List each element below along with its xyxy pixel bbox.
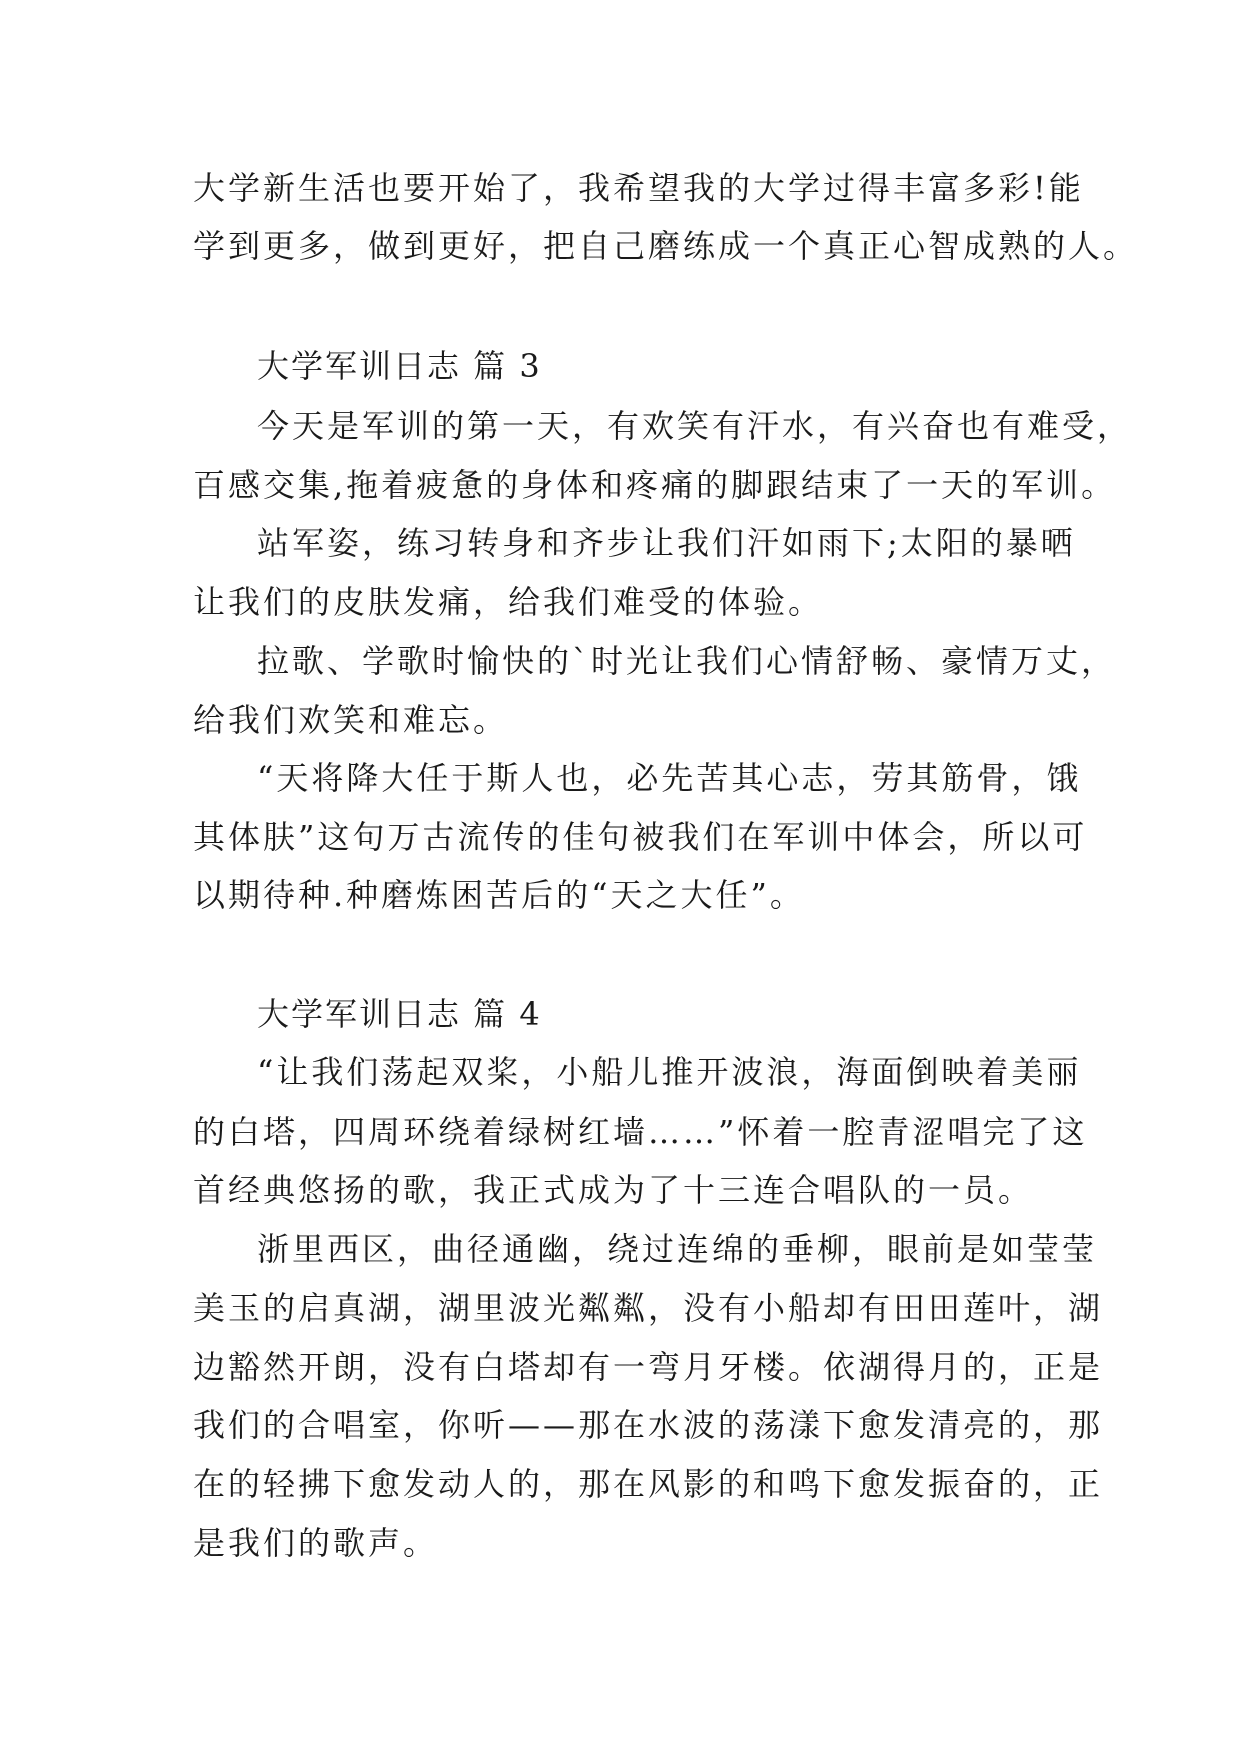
paragraph-line: “让我们荡起双桨，小船儿推开波浪，海面倒映着美丽 xyxy=(257,1053,1082,1091)
paragraph-line: 浙里西区，曲径通幽，绕过连绵的垂柳，眼前是如莹莹 xyxy=(257,1230,1098,1268)
paragraph-line: 是我们的歌声。 xyxy=(193,1524,439,1562)
paragraph-line: 以期待种.种磨炼困苦后的“天之大任”。 xyxy=(193,876,805,914)
paragraph-line: 首经典悠扬的歌，我正式成为了十三连合唱队的一员。 xyxy=(193,1171,1034,1209)
paragraph-line: 百感交集,拖着疲惫的身体和疼痛的脚跟结束了一天的军训。 xyxy=(193,466,1117,504)
paragraph-line: 站军姿，练习转身和齐步让我们汗如雨下;太阳的暴晒 xyxy=(257,524,1076,562)
paragraph-line: 大学新生活也要开始了，我希望我的大学过得丰富多彩!能 xyxy=(193,169,1084,207)
paragraph-line: 学到更多，做到更好，把自己磨练成一个真正心智成熟的人。 xyxy=(193,227,1139,265)
paragraph-line: 其体肤”这句万古流传的佳句被我们在军训中体会，所以可 xyxy=(193,818,1088,856)
paragraph-line: 的白塔，四周环绕着绿树红墙……”怀着一腔青涩唱完了这 xyxy=(193,1113,1088,1151)
paragraph-line: 让我们的皮肤发痛，给我们难受的体验。 xyxy=(193,583,824,621)
paragraph-line: 在的轻拂下愈发动人的，那在风影的和鸣下愈发振奋的，正 xyxy=(193,1465,1104,1503)
paragraph-line: 今天是军训的第一天，有欢笑有汗水，有兴奋也有难受， xyxy=(257,407,1133,445)
paragraph-line: 我们的合唱室，你听——那在水波的荡漾下愈发清亮的，那 xyxy=(193,1406,1104,1444)
section-title-4: 大学军训日志 篇 4 xyxy=(257,995,542,1033)
paragraph-line: 给我们欢笑和难忘。 xyxy=(193,701,509,739)
paragraph-line: 拉歌、学歌时愉快的`时光让我们心情舒畅、豪情万丈， xyxy=(257,642,1117,680)
section-title-3: 大学军训日志 篇 3 xyxy=(257,347,542,385)
paragraph-line: “天将降大任于斯人也，必先苦其心志，劳其筋骨，饿 xyxy=(257,759,1082,797)
paragraph-line: 美玉的启真湖，湖里波光粼粼，没有小船却有田田莲叶，湖 xyxy=(193,1289,1104,1327)
paragraph-line: 边豁然开朗，没有白塔却有一弯月牙楼。依湖得月的，正是 xyxy=(193,1348,1104,1386)
